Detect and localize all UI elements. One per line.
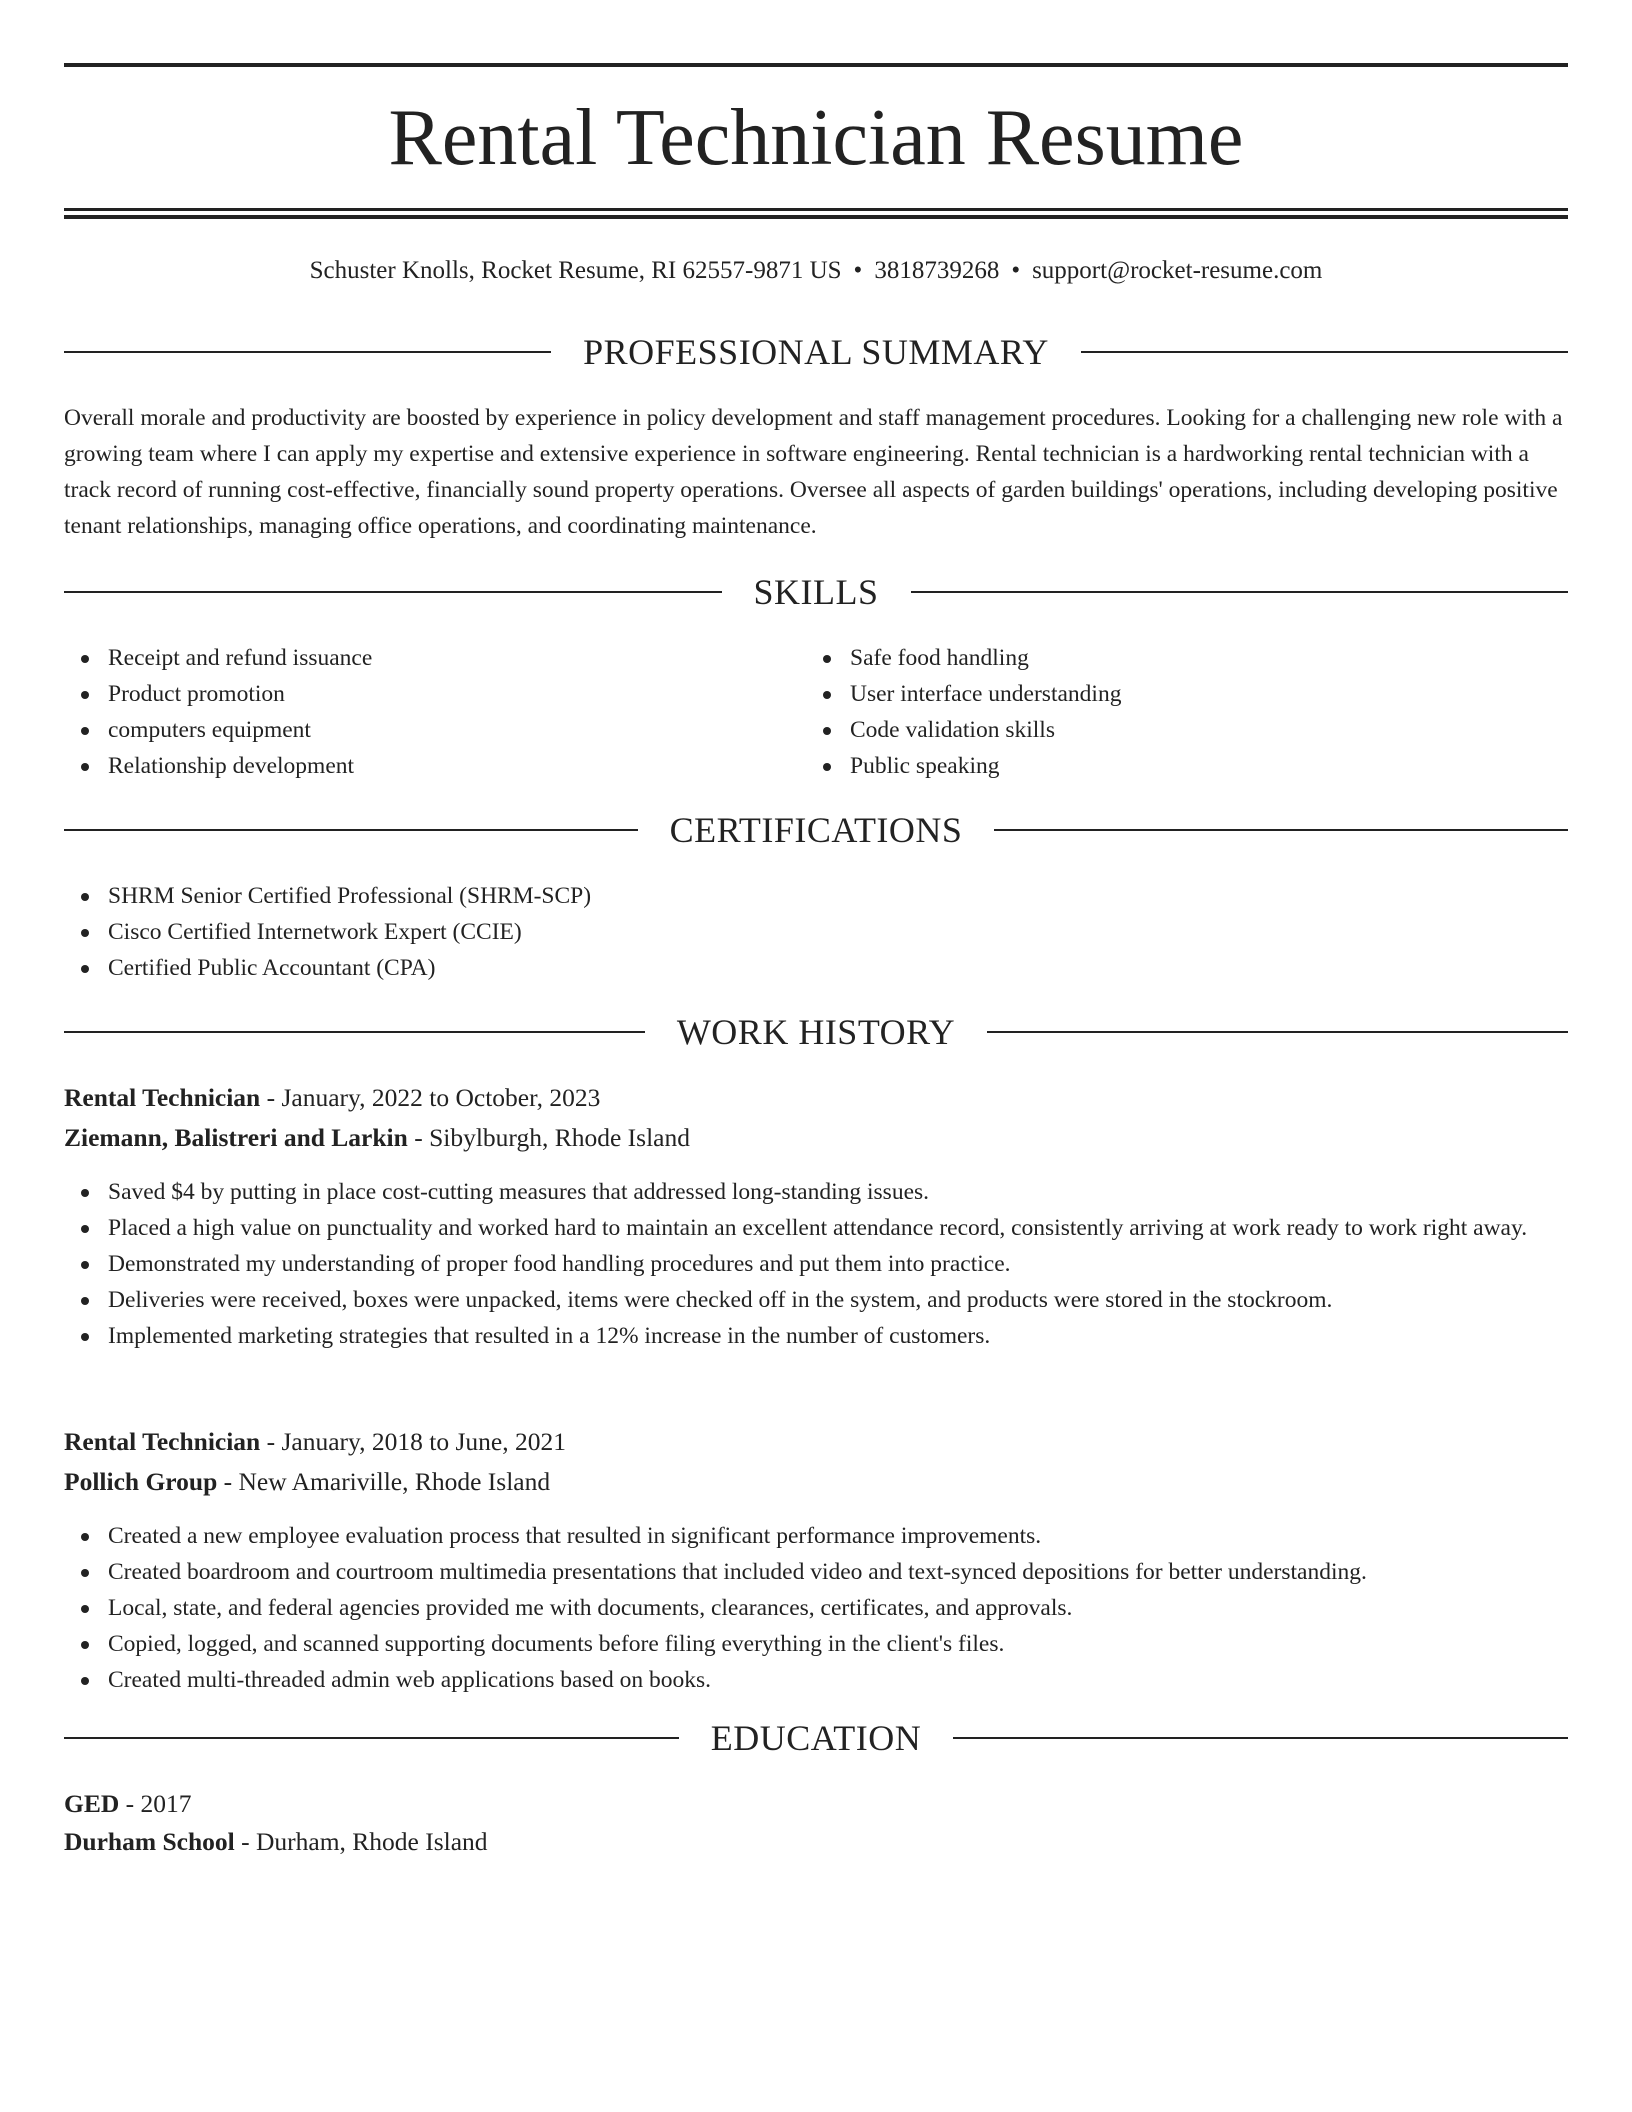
skill-item: Product promotion — [64, 676, 804, 712]
title-rule-upper — [64, 208, 1568, 211]
job-location: - New Amariville, Rhode Island — [217, 1467, 551, 1496]
job-company: Ziemann, Balistreri and Larkin — [64, 1123, 408, 1152]
certification-item: Cisco Certified Internetwork Expert (CCIE) — [64, 914, 1568, 950]
section-header-certifications — [64, 808, 1568, 852]
skill-item: Safe food handling — [806, 640, 1546, 676]
section-rule-left — [64, 351, 551, 353]
education-school-line — [64, 1822, 1568, 1862]
skills-list-left — [64, 640, 804, 784]
job-bullet: Created boardroom and courtroom multimedia presentations that included video and text-synced depositions for better understanding. — [64, 1554, 1568, 1590]
skill-item: computers equipment — [64, 712, 804, 748]
section-rule-right — [1081, 351, 1568, 353]
skill-item: Code validation skills — [806, 712, 1546, 748]
contact-separator: • — [1011, 257, 1021, 284]
job-bullet: Local, state, and federal agencies provided me with documents, clearances, certificates, and approvals. — [64, 1590, 1568, 1626]
skill-item: Relationship development — [64, 748, 804, 784]
job-company: Pollich Group — [64, 1467, 218, 1496]
skill-item: User interface understanding — [806, 676, 1546, 712]
section-rule-left — [64, 1031, 645, 1033]
job-bullet: Implemented marketing strategies that resulted in a 12% increase in the number of customers. — [64, 1318, 1568, 1354]
section-title-skills: SKILLS — [753, 572, 879, 612]
job-title: Rental Technician — [64, 1427, 261, 1456]
section-header-work — [64, 1010, 1568, 1054]
job-company-line — [64, 1118, 1568, 1158]
education-degree: GED — [64, 1789, 120, 1818]
section-header-skills — [64, 570, 1568, 614]
job-bullet: Saved $4 by putting in place cost-cutting measures that addressed long-standing issues. — [64, 1174, 1568, 1210]
job-title-line — [64, 1422, 1568, 1462]
job-bullet: Created multi-threaded admin web applications based on books. — [64, 1662, 1568, 1698]
contact-email: support@rocket-resume.com — [1032, 257, 1323, 284]
contact-separator: • — [853, 257, 863, 284]
skills-list-right — [806, 640, 1546, 784]
summary-text: Overall morale and productivity are boosted by experience in policy development and staff management procedures. Looking for a challenging new role with a growing team where I can apply my expertise and extensive experience in software engineering. Rental technician is a hardworking rental technician with a track record of running cost-effective, financially sound property operations. Oversee all aspects of garden buildings' operations, including developing positive tenant relationships, managing office operations, and coordinating maintenance. — [64, 405, 1563, 539]
certification-item: Certified Public Accountant (CPA) — [64, 950, 1568, 986]
section-rule-left — [64, 829, 638, 831]
section-rule-left — [64, 591, 722, 593]
section-title-certifications: CERTIFICATIONS — [669, 810, 963, 850]
section-rule-left — [64, 1737, 679, 1739]
skill-item: Receipt and refund issuance — [64, 640, 804, 676]
certifications-list — [64, 878, 1568, 986]
section-rule-right — [994, 829, 1568, 831]
certification-item: SHRM Senior Certified Professional (SHRM-SCP) — [64, 878, 1568, 914]
education-degree-line — [64, 1784, 1568, 1824]
section-rule-right — [987, 1031, 1568, 1033]
resume-title: Rental Technician Resume — [388, 94, 1244, 182]
job-bullet: Copied, logged, and scanned supporting documents before filing everything in the client's files. — [64, 1626, 1568, 1662]
section-header-summary — [64, 330, 1568, 374]
section-rule-right — [953, 1737, 1568, 1739]
job-dates: - January, 2018 to June, 2021 — [260, 1427, 566, 1456]
job-company-line — [64, 1462, 1568, 1502]
section-title-summary: PROFESSIONAL SUMMARY — [583, 332, 1049, 372]
top-rule — [64, 63, 1568, 67]
section-title-work: WORK HISTORY — [676, 1012, 956, 1052]
job-title-line — [64, 1078, 1568, 1118]
education-location: - Durham, Rhode Island — [234, 1827, 488, 1856]
job-location: - Sibylburgh, Rhode Island — [407, 1123, 690, 1152]
job-bullet: Placed a high value on punctuality and worked hard to maintain an excellent attendance record, consistently arriving at work ready to work right away. — [64, 1210, 1568, 1246]
education-year: - 2017 — [119, 1789, 192, 1818]
job-bullet: Deliveries were received, boxes were unpacked, items were checked off in the system, and products were stored in the stockroom. — [64, 1282, 1568, 1318]
education-school: Durham School — [64, 1827, 235, 1856]
section-rule-right — [911, 591, 1569, 593]
skill-item: Public speaking — [806, 748, 1546, 784]
job-title: Rental Technician — [64, 1083, 261, 1112]
job-bullets — [64, 1174, 1568, 1354]
contact-line — [64, 254, 1568, 288]
title-rule-lower — [64, 215, 1568, 219]
job-bullet: Created a new employee evaluation process that resulted in significant performance improvements. — [64, 1518, 1568, 1554]
job-bullets — [64, 1518, 1568, 1698]
section-header-education — [64, 1716, 1568, 1760]
job-bullet: Demonstrated my understanding of proper food handling procedures and put them into practice. — [64, 1246, 1568, 1282]
section-title-education: EDUCATION — [710, 1718, 922, 1758]
contact-address: Schuster Knolls, Rocket Resume, RI 62557-9871 US — [309, 257, 842, 284]
contact-phone: 3818739268 — [874, 257, 1000, 284]
job-dates: - January, 2022 to October, 2023 — [260, 1083, 601, 1112]
